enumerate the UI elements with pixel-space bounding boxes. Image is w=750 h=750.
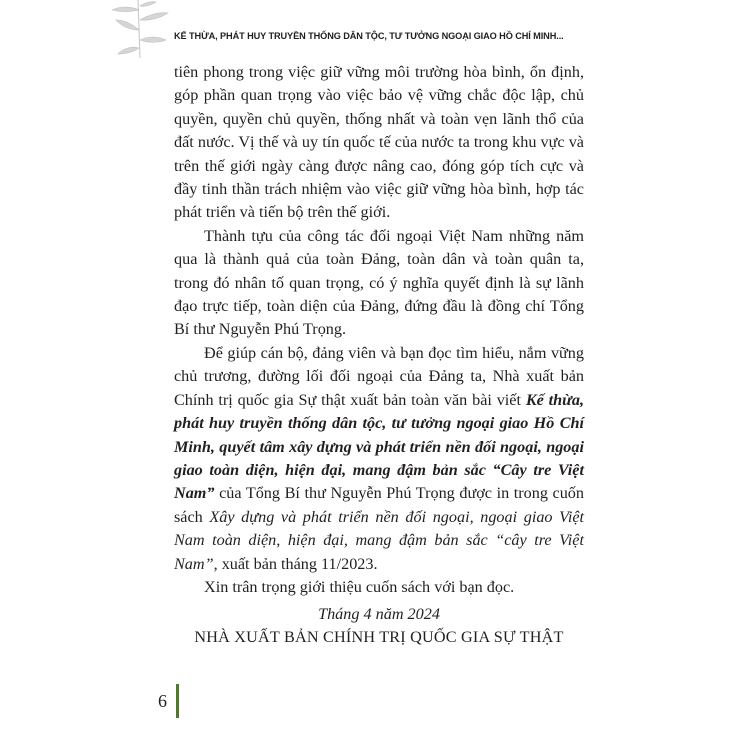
paragraph-3: [174, 342, 584, 576]
paragraph-4: Xin trân trọng giới thiệu cuốn sách với bạn đọc.: [204, 577, 515, 596]
paragraph-3-middle: của Tổng Bí thư Nguyễn Phú Trọng được in trong cuốn sách: [174, 484, 584, 526]
body-text: [174, 61, 584, 599]
running-header: KẾ THỪA, PHÁT HUY TRUYỀN THỐNG DÂN TỘC, TƯ TƯỞNG NGOẠI GIAO HỒ CHÍ MINH...: [174, 31, 564, 41]
signature-publisher: NHÀ XUẤT BẢN CHÍNH TRỊ QUỐC GIA SỰ THẬT: [194, 628, 564, 646]
bamboo-leaves-icon: [108, 0, 170, 58]
article-title: Kế thừa, phát huy truyền thống dân tộc, tư tưởng ngoại giao Hồ Chí Minh, quyết tâm xây dựng và phát triển nền đối ngoại, ngoại giao toàn diện, hiện đại, mang đậm bản sắc “Cây tre Việt Nam”: [174, 390, 584, 503]
page-number-rule: [176, 684, 179, 718]
signature-date: Tháng 4 năm 2024: [318, 605, 440, 623]
paragraph-1: tiên phong trong việc giữ vững môi trường hòa bình, ổn định, góp phần quan trọng vào việc bảo vệ vững chắc độc lập, chủ quyền, quyền chủ quyền, thống nhất và toàn vẹn lãnh thổ của đất nước. Vị thế và uy tín quốc tế của nước ta trong khu vực và trên thế giới ngày càng được nâng cao, đóng góp tích cực và đầy tinh thần trách nhiệm vào việc giữ vững hòa bình, hợp tác phát triển và tiến bộ trên thế giới.: [174, 63, 584, 222]
paragraph-3-intro: Để giúp cán bộ, đảng viên và bạn đọc tìm hiểu, nắm vững chủ trương, đường lối đối ngoại của Đảng ta, Nhà xuất bản Chính trị quốc gia Sự thật xuất bản toàn văn bài viết: [174, 343, 584, 409]
paragraph-2: Thành tựu của công tác đối ngoại Việt Nam những năm qua là thành quả của toàn Đảng, toàn dân và toàn quân ta, trong đó nhân tố quan trọng, có ý nghĩa quyết định là sự lãnh đạo trực tiếp, toàn diện của Đảng, đứng đầu là đồng chí Tổng Bí thư Nguyễn Phú Trọng.: [174, 226, 584, 339]
book-title: Xây dựng và phát triển nền đối ngoại, ngoại giao Việt Nam toàn diện, hiện đại, mang đậm bản sắc “cây tre Việt Nam”: [174, 507, 584, 573]
paragraph-3-end: , xuất bản tháng 11/2023.: [213, 554, 378, 573]
page-number: 6: [158, 691, 167, 711]
